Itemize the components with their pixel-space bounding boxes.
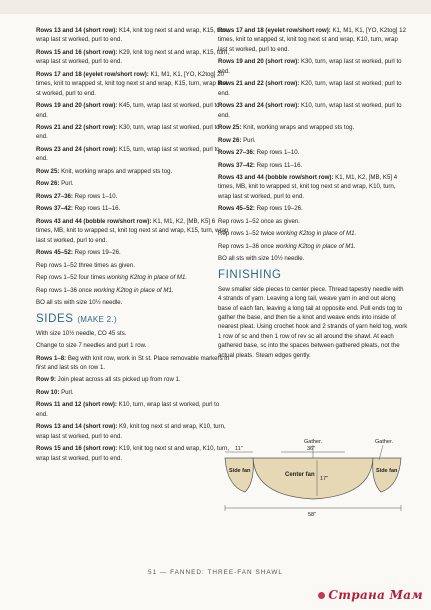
shawl-schematic: [215, 436, 411, 522]
instruction-row: [218, 101, 408, 120]
instruction-row: [36, 179, 232, 188]
dim-label-36: 36": [307, 446, 316, 452]
row-text: Rep rows 19–26.: [72, 249, 121, 257]
instruction-row: [36, 217, 232, 245]
gather-top-label: Gather.: [304, 439, 323, 445]
side-fan-left-shape: [225, 458, 253, 492]
row-text: K1, M1, K1, [YO, K2tog] 20 times, knit to wrapped st, knit tog next st and wrap, K15, turn, wrap last st worked, purl to end.: [36, 70, 228, 97]
row-label: Rows 23 and 24 (short row):: [218, 102, 300, 110]
row-text: Rep rows 11–16.: [72, 205, 121, 213]
center-fan-label: Center fan: [285, 472, 315, 478]
row-text: K14, knit tog next st and wrap, K15, turn, wrap last st worked, purl to end.: [36, 27, 230, 44]
gather-right-label: Gather.: [375, 439, 394, 445]
right-rows-group-a: [218, 26, 408, 214]
row-label: Row 10:: [36, 388, 60, 396]
row-text: K10, turn, wrap last st worked, purl to end.: [218, 102, 402, 119]
row-label: Rows 11 and 12 (short row):: [36, 401, 117, 409]
page-footer: 51 — FANNED: THREE-FAN SHAWL: [148, 569, 283, 576]
row-label: Rows 13 and 14 (short row):: [36, 423, 118, 431]
right-repeat-instruction-3: Rep rows 1–36 once working K2tog in place of M1.: [218, 242, 356, 250]
row-text: K15, turn, wrap last st worked, purl to end.: [36, 145, 220, 163]
instruction-row: [36, 192, 232, 201]
site-watermark: Страна Мам: [318, 588, 423, 602]
sides-intro-2: Change to size 7 needles and purl 1 row.: [36, 342, 147, 350]
instruction-row: [218, 26, 408, 54]
instruction-row: [218, 57, 408, 76]
row-label: Rows 37–42:: [218, 161, 255, 169]
row-label: Rows 15 and 16 (short row):: [36, 445, 118, 453]
row-label: Rows 43 and 44 (bobble row/short row):: [36, 217, 152, 225]
row-label: Rows 17 and 18 (eyelet row/short row):: [218, 27, 331, 34]
instruction-row: [36, 26, 232, 45]
side-fan-right-label: Side fan: [376, 468, 398, 474]
row-label: Row 26:: [218, 136, 242, 144]
finishing-heading: FINISHING: [218, 268, 282, 281]
left-rows-group-a: [36, 26, 232, 258]
row-text: Beg with knit row, work in St st. Place removable markers in first and last sts on row 1.: [36, 354, 230, 371]
instruction-row: [36, 444, 232, 463]
left-rows-group-b: [36, 354, 232, 464]
row-text: Purl.: [59, 388, 74, 396]
dim-label-11: 11": [235, 446, 243, 452]
side-fan-left-label: Side fan: [229, 468, 251, 474]
row-text: K30, turn, wrap last st worked, purl to end.: [218, 58, 402, 75]
row-label: Rows 19 and 20 (short row):: [218, 58, 300, 66]
dim-label-17: 17": [320, 476, 329, 482]
instruction-row: [36, 123, 232, 142]
row-text: K1, M1, K2, [MB, K5] 6 times, MB, knit to wrapped st, knit tog next st and wrap, K15, turn, wrap last st worked, purl to end.: [36, 217, 229, 244]
row-label: Row 26:: [36, 180, 60, 188]
instruction-row: [218, 79, 408, 98]
repeat-instruction-1: Rep rows 1–52 three times as given.: [36, 261, 135, 269]
row-text: Purl.: [241, 136, 256, 144]
row-label: Rows 45–52:: [36, 249, 73, 257]
instruction-row: [218, 161, 408, 170]
row-text: K1, M1, K2, [MB, K5] 4 times, MB, knit to wrapped st, knit tog next st and wrap, K10, turn, wrap last st worked, purl to end.: [218, 174, 398, 200]
dim-label-58: 58": [308, 512, 317, 518]
instruction-row: [36, 48, 232, 67]
row-label: Rows 23 and 24 (short row):: [36, 145, 118, 153]
row-label: Row 25:: [218, 124, 242, 132]
sides-intro-1: With size 10½ needle, CO 45 sts.: [36, 329, 127, 337]
row-text: K10, turn, wrap last st worked, purl to end.: [36, 401, 220, 418]
repeat-instruction-3: Rep rows 1–36 once working K2tog in place of M1.: [36, 286, 174, 294]
row-text: Knit, working wraps and wrapped sts tog.: [241, 124, 355, 132]
row-label: Rows 15 and 16 (short row):: [36, 48, 118, 56]
row-label: Rows 37–42:: [36, 205, 73, 213]
instruction-row: [36, 375, 232, 384]
row-label: Rows 17 and 18 (eyelet row/short row):: [36, 70, 149, 78]
row-text: K45, turn, wrap last st worked, purl to end.: [36, 102, 220, 119]
instruction-row: [36, 145, 232, 164]
instruction-row: [36, 101, 232, 120]
center-fan-shape: [253, 458, 373, 499]
sides-heading: SIDES (MAKE 2.): [36, 312, 117, 325]
instruction-row: [218, 173, 408, 201]
row-text: K20, turn, wrap last st worked, purl to end.: [218, 80, 402, 97]
instruction-row: [218, 148, 408, 157]
row-text: Join pleat across all sts picked up from row 1.: [55, 376, 181, 384]
top-band: [0, 0, 431, 14]
row-label: Rows 27–36:: [36, 192, 73, 200]
instruction-row: [218, 204, 408, 213]
row-label: Rows 43 and 44 (bobble row/short row):: [218, 174, 334, 182]
left-column: [36, 26, 232, 466]
instruction-row: [36, 70, 232, 98]
bind-off-instruction: BO all sts with size 10½ needle.: [36, 299, 123, 307]
row-label: Row 25:: [36, 167, 60, 175]
row-label: Rows 19 and 20 (short row):: [36, 102, 118, 110]
row-text: Rep rows 1–10.: [254, 149, 300, 157]
row-text: Rep rows 19–26.: [254, 205, 303, 213]
row-text: Rep rows 11–16.: [254, 161, 303, 169]
row-label: Rows 21 and 22 (short row):: [218, 80, 300, 88]
row-text: Rep rows 1–10.: [72, 192, 118, 200]
instruction-row: [36, 248, 232, 257]
right-bind-off-instruction: BO all sts with size 10½ needle.: [218, 255, 305, 263]
row-label: Rows 13 and 14 (short row):: [36, 27, 118, 34]
instruction-row: [36, 400, 232, 419]
row-label: Rows 21 and 22 (short row):: [36, 124, 118, 132]
row-label: Rows 1–8:: [36, 354, 67, 362]
row-text: Purl.: [59, 180, 74, 188]
instruction-row: [36, 388, 232, 397]
row-label: Rows 27–36:: [218, 149, 255, 157]
instruction-row: [36, 422, 232, 441]
instruction-row: [218, 123, 408, 132]
right-repeat-instruction-1: Rep rows 1–52 once as given.: [218, 217, 300, 225]
right-repeat-instruction-2: Rep rows 1–52 twice working K2tog in place of M1.: [218, 230, 357, 238]
watermark-logo-icon: [318, 592, 325, 599]
instruction-row: [36, 204, 232, 213]
repeat-instruction-2: Rep rows 1–52 four times working K2tog in place of M1.: [36, 274, 188, 282]
instruction-row: [36, 167, 232, 176]
row-text: Knit, working wraps and wrapped sts tog.: [59, 167, 173, 175]
row-text: K9, knit tog next st and wrap, K10, turn, wrap last st worked, purl to end.: [36, 423, 226, 440]
row-label: Row 9:: [36, 376, 56, 384]
finishing-text: Sew smaller side pieces to center piece. Thread tapestry needle with 4 strands of yarn. Leaving a long tail, weave yarn in and out along base of each fan, leaving a long tail at opposite end. Pull ends tog to gather the base, and then tie a knot and weave ends into inside of nearest pleat. Using crochet hook and 2 strands of yarn held tog, work 1 row of sc and then 1 row of rev sc all around the shawl. At each gathered base, sc into the spaces between gathered pleats, not the actual pleats. Steam edges gently.: [218, 285, 408, 359]
row-text: K29, knit tog next st and wrap, K15, turn, wrap last st worked, purl to end.: [36, 48, 230, 66]
row-text: K30, turn, wrap last st worked, purl to end.: [36, 124, 220, 141]
right-column: [218, 26, 408, 363]
instruction-row: [36, 354, 232, 373]
instruction-row: [218, 136, 408, 145]
row-text: K19, knit tog next st and wrap, K10, turn, wrap last st worked, purl to end.: [36, 445, 230, 462]
row-text: K1, M1, K1, [YO, K2tog] 12 times, knit to wrapped st, knit tog next st and wrap, K10, turn, wrap last st worked, purl to end.: [218, 27, 406, 53]
side-fan-right-shape: [373, 458, 401, 492]
row-label: Rows 45–52:: [218, 205, 255, 213]
